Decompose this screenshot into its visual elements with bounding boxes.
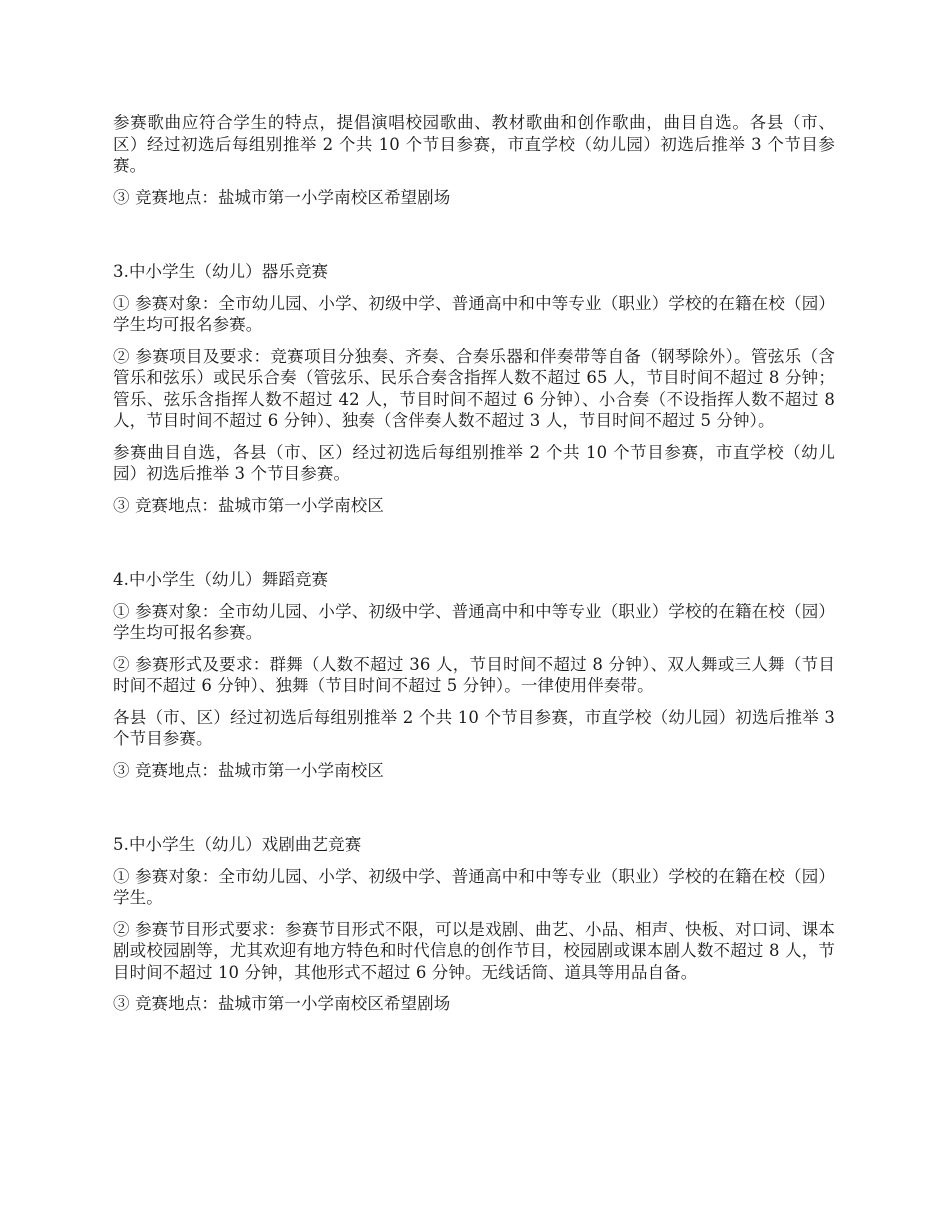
section5-venue: ③ 竞赛地点：盐城市第一小学南校区希望剧场: [113, 994, 451, 1013]
song-requirements-paragraph: 参赛歌曲应符合学生的特点，提倡演唱校园歌曲、教材歌曲和创作歌曲，曲目自选。各县（市、区）经过初选后每组别推举 2 个共 10 个节目参赛，市直学校（幼儿园）初选后推举 3 个节目参赛。: [113, 113, 835, 175]
section-spacer: [113, 526, 835, 569]
section5-target: ① 参赛对象：全市幼儿园、小学、初级中学、普通高中和中等专业（职业）学校的在籍在校（园）学生。: [113, 866, 835, 907]
section5-forms: ② 参赛节目形式要求：参赛节目形式不限，可以是戏剧、曲艺、小品、相声、快板、对口词、课本剧或校园剧等，尤其欢迎有地方特色和时代信息的创作节目，校园剧或课本剧人数不超过 8 人，节目时间不超过 10 分钟，其他形式不超过 6 分钟。无线话筒、道具等用品自备。: [113, 919, 835, 982]
section3-venue: ③ 竞赛地点：盐城市第一小学南校区: [113, 495, 384, 515]
section4-heading: 4.中小学生（幼儿）舞蹈竞赛: [113, 570, 329, 589]
section3-items: ② 参赛项目及要求：竞赛项目分独奏、齐奏、合奏乐器和伴奏带等自备（钢琴除外）。管弦乐（含管乐和弦乐）或民乐合奏（管弦乐、民乐合奏含指挥人数不超过 65 人，节目时间不超过 8 分钟；管乐、弦乐含指挥人数不超过 42 人，节目时间不超过 6 分钟）、小合奏（不设指挥人数不超过 8 人，节目时间不超过 6 分钟）、独奏（含伴奏人数不超过 3 人，节目时间不超过 5 分钟）。: [113, 346, 835, 430]
section-spacer: [113, 791, 835, 834]
document-page: [113, 112, 835, 1025]
section3-heading: 3.中小学生（幼儿）器乐竞赛: [113, 262, 329, 281]
section2-venue: ③ 竞赛地点：盐城市第一小学南校区希望剧场: [113, 187, 451, 207]
section3-selection: 参赛曲目自选，各县（市、区）经过初选后每组别推举 2 个共 10 个节目参赛，市直学校（幼儿园）初选后推举 3 个节目参赛。: [113, 442, 835, 483]
section-spacer: [113, 218, 835, 261]
section3-target: ① 参赛对象：全市幼儿园、小学、初级中学、普通高中和中等专业（职业）学校的在籍在校（园）学生均可报名参赛。: [113, 293, 835, 334]
section4-venue: ③ 竞赛地点：盐城市第一小学南校区: [113, 760, 384, 780]
section4-forms: ② 参赛形式及要求：群舞（人数不超过 36 人，节目时间不超过 8 分钟）、双人舞或三人舞（节目时间不超过 6 分钟）、独舞（节目时间不超过 5 分钟）。一律使用伴奏带。: [113, 654, 835, 695]
section5-heading: 5.中小学生（幼儿）戏剧曲艺竞赛: [113, 835, 362, 854]
section4-target: ① 参赛对象：全市幼儿园、小学、初级中学、普通高中和中等专业（职业）学校的在籍在校（园）学生均可报名参赛。: [113, 601, 835, 642]
section4-selection: 各县（市、区）经过初选后每组别推举 2 个共 10 个节目参赛，市直学校（幼儿园）初选后推举 3 个节目参赛。: [113, 707, 835, 748]
